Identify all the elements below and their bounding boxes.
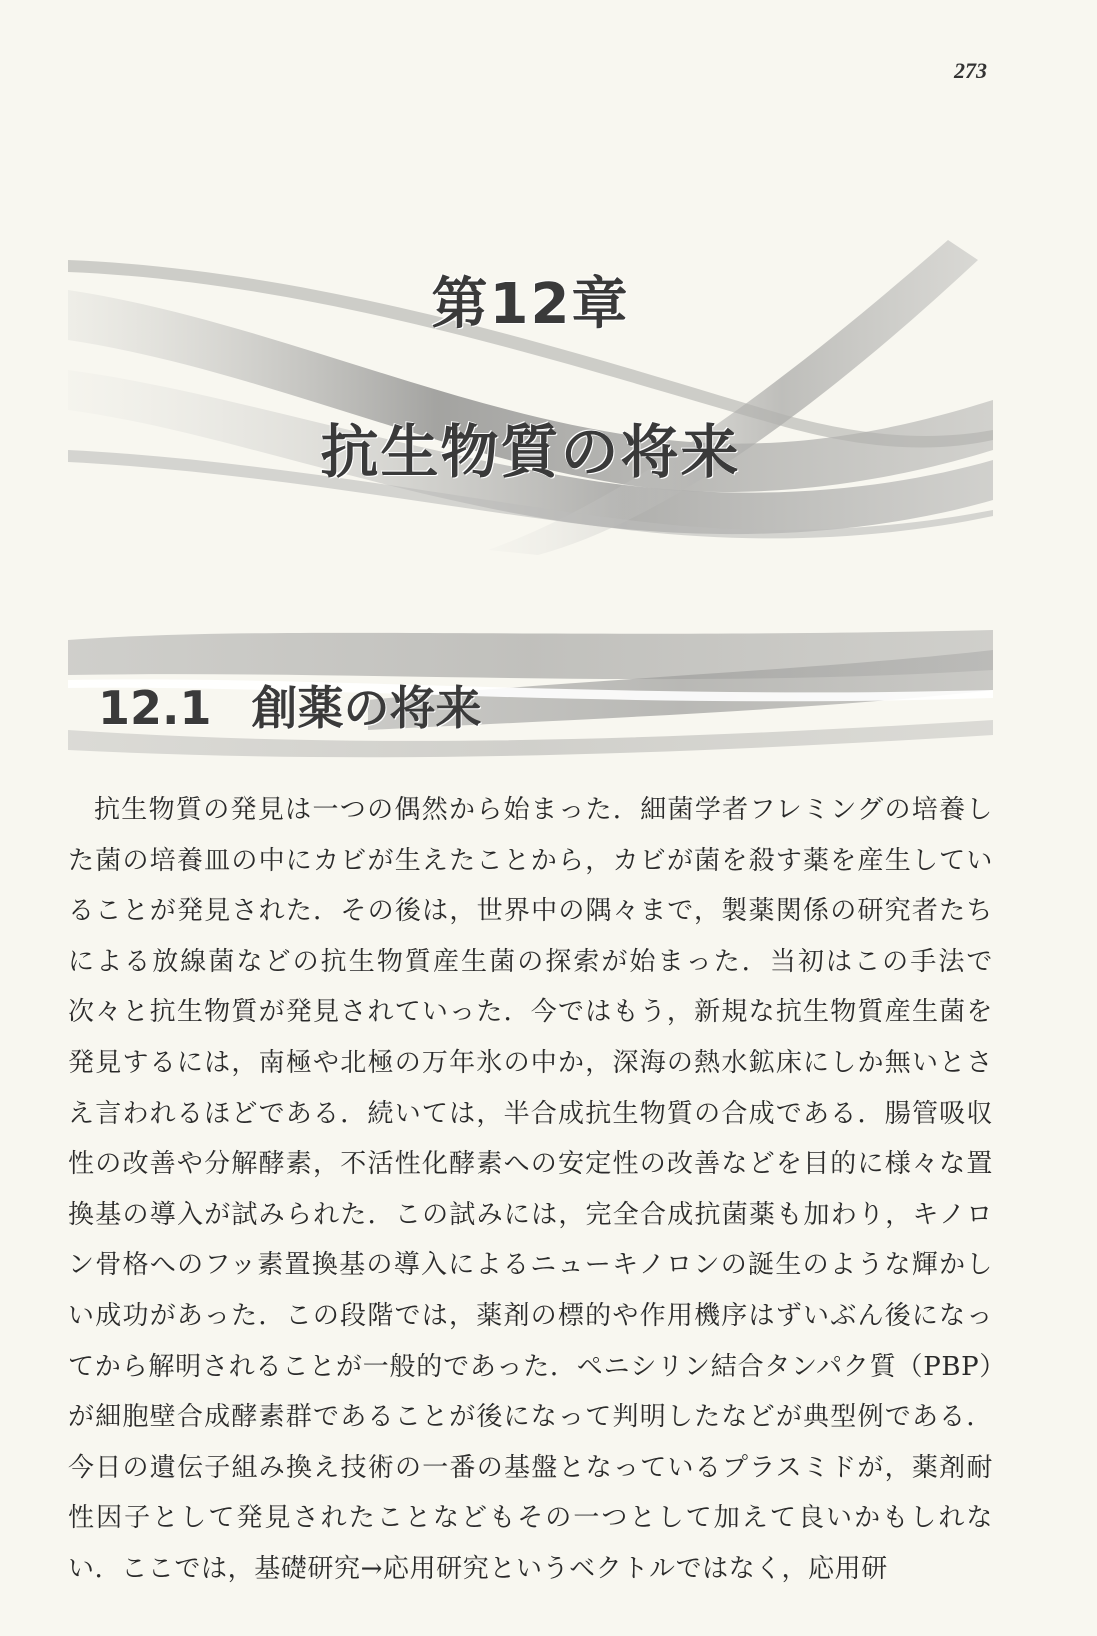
section-banner — [68, 630, 993, 770]
section-title: 創薬の将来 — [251, 681, 482, 735]
section-number: 12.1 — [98, 681, 212, 735]
chapter-swoosh-graphic — [68, 200, 993, 580]
chapter-number: 第12章 — [431, 272, 630, 337]
chapter-title: 抗生物質の将来 — [320, 418, 741, 486]
body-paragraph: 抗生物質の発見は一つの偶然から始まった．細菌学者フレミングの培養した菌の培養皿の中にカビが生えたことから，カビが菌を殺す薬を産生していることが発見された．その後は，世界中の隅々まで，製薬関係の研究者たちによる放線菌などの抗生物質産生菌の探索が始まった．当初はこの手法で次々と抗生物質が発見されていった．今ではもう，新規な抗生物質産生菌を発見するには，南極や北極の万年氷の中か，深海の熱水鉱床にしか無いとさえ言われるほどである．続いては，半合成抗生物質の合成である．腸管吸収性の改善や分解酵素，不活性化酵素への安定性の改善などを目的に様々な置換基の導入が試みられた．この試みには，完全合成抗菌薬も加わり，キノロン骨格へのフッ素置換基の導入によるニューキノロンの誕生のような輝かしい成功があった．この段階では，薬剤の標的や作用機序はずいぶん後になってから解明されることが一般的であった．ペニシリン結合タンパク質（PBP）が細胞壁合成酵素群であることが後になって判明したなどが典型例である．今日の遺伝子組み換え技術の一番の基盤となっているプラスミドが，薬剤耐性因子として発見されたことなどもその一つとして加えて良いかもしれない．ここでは，基礎研究→応用研究というベクトルではなく，応用研 — [68, 795, 993, 1584]
body-text — [68, 785, 993, 1595]
section-heading — [98, 672, 482, 738]
chapter-banner — [68, 200, 993, 580]
page-number: 273 — [954, 58, 987, 83]
